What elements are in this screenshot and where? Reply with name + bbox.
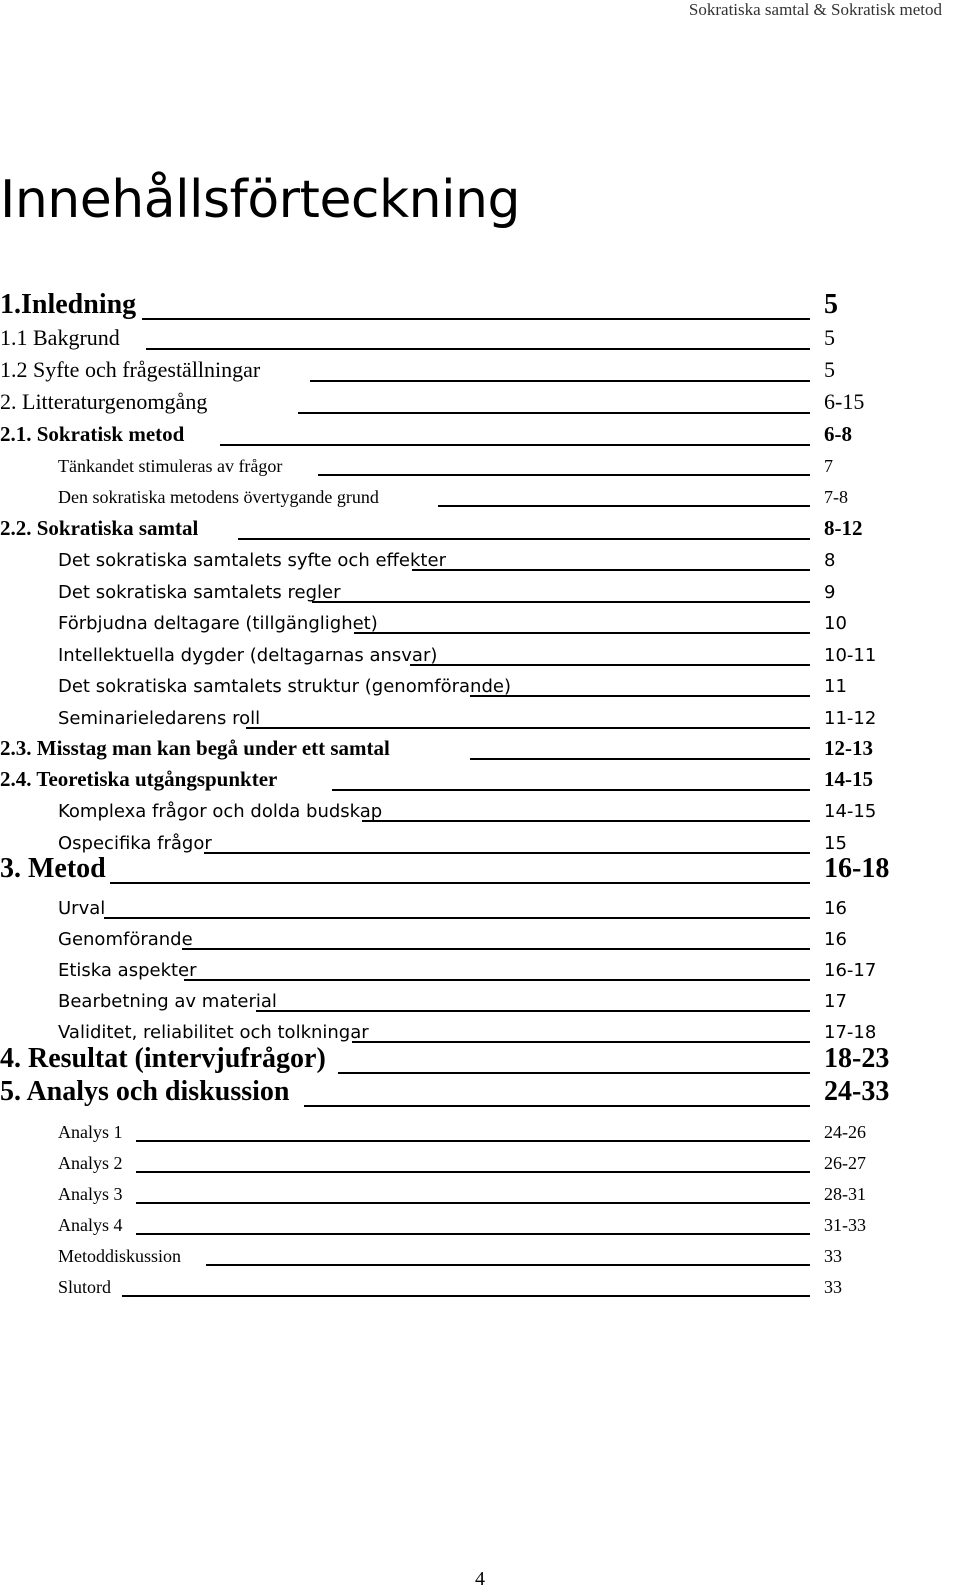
- toc-entry-label: 4. Resultat (intervjufrågor): [0, 1043, 326, 1074]
- toc-entry-label: Bearbetning av material: [58, 991, 277, 1012]
- toc-entry-page: 15: [824, 833, 847, 854]
- toc-entry[interactable]: [0, 1141, 960, 1173]
- toc-entry-page: 31-33: [824, 1215, 866, 1235]
- toc-entry[interactable]: [0, 980, 960, 1012]
- toc-entry[interactable]: [0, 382, 960, 414]
- toc-entry-page: 7: [824, 456, 833, 476]
- toc-entry-page: 6-8: [824, 422, 852, 446]
- toc-entry-page: 28-31: [824, 1184, 866, 1204]
- toc-leader-rule: [110, 882, 810, 884]
- toc-entry[interactable]: [0, 949, 960, 981]
- toc-entry-label: Seminarieledarens roll: [58, 708, 261, 729]
- toc-entry-label: Det sokratiska samtalets regler: [58, 582, 341, 603]
- toc-entry-label: Analys 2: [58, 1153, 123, 1173]
- toc-entry-page: 5: [824, 357, 835, 382]
- toc-entry-label: Analys 4: [58, 1215, 123, 1235]
- toc-entry-page: 33: [824, 1246, 842, 1266]
- toc-leader-rule: [122, 1295, 810, 1297]
- toc-entry-label: 1.2 Syfte och frågeställningar: [0, 357, 261, 382]
- toc-entry[interactable]: [0, 790, 960, 822]
- toc-entry[interactable]: [0, 414, 960, 446]
- toc-entry-label: 2.4. Teoretiska utgångspunkter: [0, 767, 278, 791]
- toc-entry[interactable]: [0, 350, 960, 382]
- toc-entry-page: 14-15: [824, 767, 873, 791]
- page-title: Innehållsförteckning: [0, 170, 521, 230]
- toc-entry[interactable]: [0, 1172, 960, 1204]
- toc-entry-page: 16-18: [824, 853, 890, 884]
- toc-entry-label: Det sokratiska samtalets struktur (genomförande): [58, 676, 511, 697]
- toc-entry[interactable]: [0, 1075, 960, 1107]
- toc-entry-page: 11-12: [824, 708, 877, 729]
- toc-entry[interactable]: [0, 539, 960, 571]
- toc-entry-label: 1.Inledning: [0, 289, 137, 320]
- toc-entry-page: 16: [824, 929, 847, 950]
- toc-entry-label: Analys 1: [58, 1122, 123, 1142]
- toc-entry-page: 24-33: [824, 1076, 890, 1107]
- toc-entry-page: 6-15: [824, 389, 865, 414]
- toc-entry-label: 3. Metod: [0, 853, 106, 884]
- toc-entry-page: 9: [824, 582, 836, 603]
- toc-entry-label: 2. Litteraturgenomgång: [0, 389, 208, 414]
- toc-entry[interactable]: [0, 288, 960, 320]
- toc-entry[interactable]: [0, 759, 960, 791]
- toc-entry-page: 10: [824, 613, 847, 634]
- toc-entry-label: Det sokratiska samtalets syfte och effekter: [58, 550, 446, 571]
- toc-entry[interactable]: [0, 1042, 960, 1074]
- toc-entry-label: 1.1 Bakgrund: [0, 325, 120, 350]
- toc-entry[interactable]: [0, 1234, 960, 1266]
- toc-entry[interactable]: [0, 634, 960, 666]
- toc-entry[interactable]: [0, 665, 960, 697]
- toc-entry-page: 18-23: [824, 1043, 890, 1074]
- toc-entry[interactable]: [0, 728, 960, 760]
- toc-entry-page: 33: [824, 1277, 842, 1297]
- toc-entry-label: Analys 3: [58, 1184, 123, 1204]
- toc-entry-page: 7-8: [824, 487, 848, 507]
- toc-entry-page: 5: [824, 289, 838, 320]
- toc-entry-label: 2.3. Misstag man kan begå under ett samtal: [0, 736, 390, 760]
- toc-entry-label: Komplexa frågor och dolda budskap: [58, 801, 383, 822]
- toc-entry[interactable]: [0, 852, 960, 884]
- toc-entry-label: Validitet, reliabilitet och tolkningar: [58, 1022, 369, 1043]
- toc-entry-page: 10-11: [824, 645, 877, 666]
- toc-entry[interactable]: [0, 822, 960, 854]
- toc-entry-page: 24-26: [824, 1122, 866, 1142]
- toc-entry-page: 5: [824, 325, 835, 350]
- toc-leader-rule: [438, 505, 810, 507]
- toc-entry-label: 2.1. Sokratisk metod: [0, 422, 185, 446]
- toc-entry[interactable]: [0, 318, 960, 350]
- toc-entry-label: Intellektuella dygder (deltagarnas ansvar): [58, 645, 438, 666]
- toc-entry-page: 14-15: [824, 801, 877, 822]
- toc-entry[interactable]: [0, 475, 960, 507]
- toc-entry-page: 16-17: [824, 960, 877, 981]
- toc-entry[interactable]: [0, 1265, 960, 1297]
- toc-entry[interactable]: [0, 697, 960, 729]
- toc-entry-page: 11: [824, 676, 847, 697]
- toc-entry-page: 16: [824, 898, 847, 919]
- toc-entry-label: Tänkandet stimuleras av frågor: [58, 456, 283, 476]
- toc-entry-label: Genomförande: [58, 929, 193, 950]
- toc-leader-rule: [304, 1105, 810, 1107]
- toc-entry-page: 8-12: [824, 516, 863, 540]
- toc-entry-page: 26-27: [824, 1153, 866, 1173]
- toc-entry-label: Urval: [58, 898, 106, 919]
- toc-entry[interactable]: [0, 887, 960, 919]
- toc-entry-page: 17-18: [824, 1022, 877, 1043]
- toc-entry[interactable]: [0, 1011, 960, 1043]
- toc-entry-label: 2.2. Sokratiska samtal: [0, 516, 199, 540]
- toc-entry-label: Den sokratiska metodens övertygande grund: [58, 487, 379, 507]
- toc-entry[interactable]: [0, 444, 960, 476]
- toc-entry-page: 17: [824, 991, 847, 1012]
- toc-entry[interactable]: [0, 602, 960, 634]
- page-number: 4: [475, 1568, 485, 1590]
- toc-entry-label: Metoddiskussion: [58, 1246, 182, 1266]
- toc-entry-label: 5. Analys och diskussion: [0, 1076, 290, 1107]
- toc-entry[interactable]: [0, 918, 960, 950]
- toc-entry-page: 12-13: [824, 736, 873, 760]
- toc-entry-label: Ospecifika frågor: [58, 833, 212, 854]
- toc-entry[interactable]: [0, 508, 960, 540]
- toc-entry-label: Slutord: [58, 1277, 112, 1297]
- toc-entry[interactable]: [0, 1110, 960, 1142]
- toc-entry-label: Förbjudna deltagare (tillgänglighet): [58, 613, 378, 634]
- toc-entry-page: 8: [824, 550, 836, 571]
- running-header: Sokratiska samtal & Sokratisk metod: [688, 0, 942, 19]
- toc-entry[interactable]: [0, 571, 960, 603]
- toc-entry[interactable]: [0, 1203, 960, 1235]
- toc-leader-rule: [338, 1072, 810, 1074]
- toc-entry-label: Etiska aspekter: [58, 960, 197, 981]
